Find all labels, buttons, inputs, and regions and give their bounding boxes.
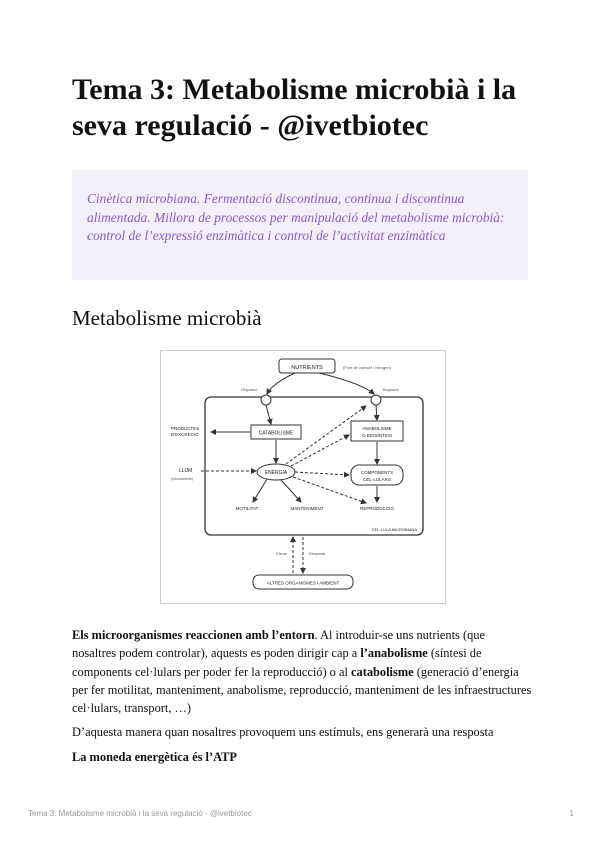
p1-bold-catabolisme: catabolisme bbox=[351, 664, 414, 679]
products-label-1: PRODUCTES bbox=[171, 426, 200, 431]
p1-bold: Els microorganismes reaccionen amb l’entorn bbox=[72, 628, 315, 642]
energy-label: ENERGIA bbox=[264, 470, 288, 476]
page-footer bbox=[28, 809, 574, 818]
motility-label: MOTILITAT bbox=[235, 506, 259, 511]
metabolism-diagram-svg bbox=[161, 351, 445, 603]
regulation-right-label: Regulació bbox=[383, 388, 399, 392]
products-label-2: D'EXCRECIÓ bbox=[171, 432, 199, 437]
p1-bold-anabolisme: l’anabolisme bbox=[360, 646, 428, 661]
light-label: LLUM bbox=[179, 468, 193, 474]
summary-callout bbox=[72, 170, 528, 280]
footer-title: Tema 3: Metabolisme microbià i la seva regulació - @ivetbiotec bbox=[28, 809, 252, 818]
anabolism-label-2: O BIOSÍNTESI bbox=[361, 433, 393, 438]
regulation-node-left bbox=[261, 395, 271, 405]
components-label-1: COMPONENTS bbox=[360, 470, 394, 475]
regulation-node-right bbox=[371, 395, 381, 405]
paragraph-3 bbox=[72, 748, 532, 766]
response-label: Resposta bbox=[309, 552, 326, 556]
anabolism-box bbox=[351, 421, 403, 441]
metabolism-diagram bbox=[160, 350, 446, 604]
p1-text-a: . Al introduir-se uns nutrients (que nosaltres podem controlar), aquests es poden dirigir cap a bbox=[72, 628, 485, 661]
paragraph-2: D’aquesta manera quan nosaltres provoquem uns estímuls, ens generarà una resposta bbox=[72, 725, 494, 740]
page-title: Tema 3: Metabolisme microbià i la seva regulació - @ivetbiotec bbox=[72, 73, 517, 142]
p3-bold: La moneda energètica és l’ATP bbox=[72, 749, 237, 764]
components-label-2: CEL·LULARS bbox=[363, 477, 391, 482]
body-text bbox=[72, 626, 532, 772]
paragraph-1 bbox=[72, 626, 532, 717]
components-box bbox=[351, 465, 403, 485]
cell-label: CÈL·LULA MICROBIANA bbox=[371, 527, 417, 532]
page-number: 1 bbox=[569, 809, 574, 818]
p1-text-c: (generació d’energia per fer motilitat, manteniment, anabolisme, reproducció, manteniment de les infraestructures cel·lulars, transport, …) bbox=[72, 664, 532, 716]
reproduction-label: REPRODUCCIÓ bbox=[360, 506, 394, 511]
catabolism-label: CATABOLISME bbox=[258, 430, 294, 437]
maintenance-label: MANTENIMENT bbox=[290, 506, 324, 511]
section-heading: Metabolisme microbià bbox=[72, 306, 262, 330]
callout-text: Cinètica microbiana. Fermentació discontinua, continua i discontinua alimentada. Millora de processos per manipulació del metabolisme microbià: control de l’expressió enzimàtica i control de l’activitat enzimàtica bbox=[87, 191, 505, 244]
nutrients-note: (Font de carboni i nitrogen) bbox=[343, 365, 392, 370]
effect-label: Efecte bbox=[276, 552, 287, 556]
light-note: (fotoautòtrofs) bbox=[171, 477, 193, 481]
anabolism-label-1: ANABOLISME bbox=[362, 426, 392, 431]
environment-label: ALTRES ORGANISMES I AMBIENT bbox=[266, 580, 340, 586]
p1-text-b: (síntesi de components cel·lulars per poder fer la reproducció) o al bbox=[72, 646, 482, 679]
nutrients-label: NUTRIENTS bbox=[291, 365, 323, 371]
regulation-left-label: Regulació bbox=[241, 388, 257, 392]
